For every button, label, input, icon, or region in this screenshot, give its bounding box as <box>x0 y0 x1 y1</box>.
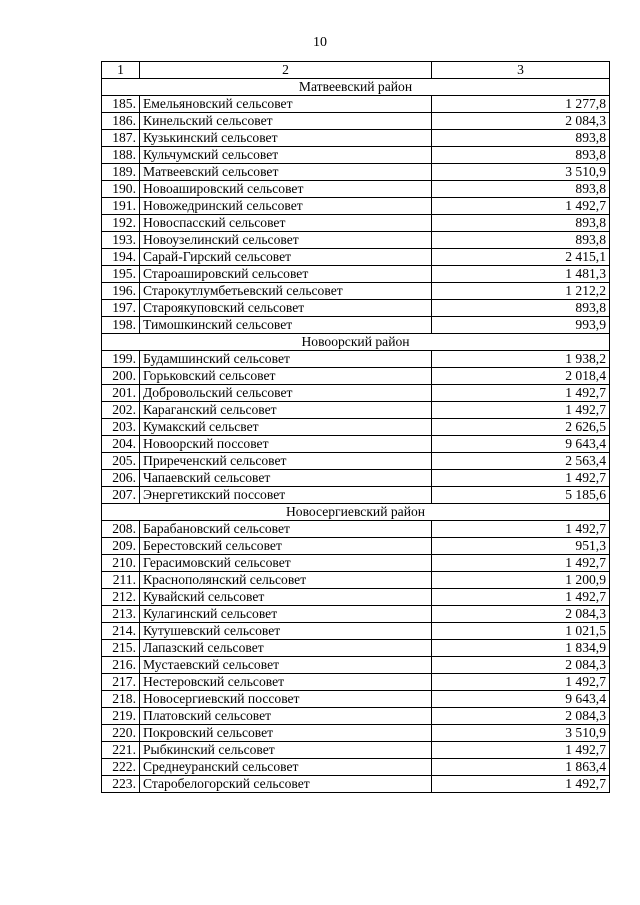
row-number: 213. <box>102 606 140 623</box>
municipality-name: Матвеевский сельсовет <box>140 164 432 181</box>
amount-value: 1 492,7 <box>432 198 610 215</box>
table-row <box>102 538 610 555</box>
amount-value: 1 863,4 <box>432 759 610 776</box>
municipality-name: Приреченский сельсовет <box>140 453 432 470</box>
row-number: 187. <box>102 130 140 147</box>
amount-value: 893,8 <box>432 181 610 198</box>
amount-value: 1 212,2 <box>432 283 610 300</box>
row-number: 188. <box>102 147 140 164</box>
table-row <box>102 368 610 385</box>
district-name: Новосергиевский район <box>102 504 610 521</box>
municipality-name: Барабановский сельсовет <box>140 521 432 538</box>
row-number: 217. <box>102 674 140 691</box>
row-number: 192. <box>102 215 140 232</box>
row-number: 209. <box>102 538 140 555</box>
amount-value: 1 200,9 <box>432 572 610 589</box>
municipality-name: Лапазский сельсовет <box>140 640 432 657</box>
amount-value: 1 938,2 <box>432 351 610 368</box>
municipality-name: Новожедринский сельсовет <box>140 198 432 215</box>
header-cell-2: 2 <box>140 62 432 79</box>
row-number: 198. <box>102 317 140 334</box>
row-number: 218. <box>102 691 140 708</box>
municipality-name: Тимошкинский сельсовет <box>140 317 432 334</box>
municipality-name: Кувайский сельсовет <box>140 589 432 606</box>
table-row <box>102 487 610 504</box>
table-row <box>102 198 610 215</box>
header-cell-3: 3 <box>432 62 610 79</box>
table-row <box>102 470 610 487</box>
amount-value: 1 492,7 <box>432 521 610 538</box>
table-row <box>102 589 610 606</box>
row-number: 191. <box>102 198 140 215</box>
municipality-name: Энергетикский поссовет <box>140 487 432 504</box>
table-row <box>102 130 610 147</box>
row-number: 200. <box>102 368 140 385</box>
row-number: 203. <box>102 419 140 436</box>
municipality-name: Герасимовский сельсовет <box>140 555 432 572</box>
municipality-name: Кузькинский сельсовет <box>140 130 432 147</box>
row-number: 222. <box>102 759 140 776</box>
table-row <box>102 232 610 249</box>
row-number: 215. <box>102 640 140 657</box>
municipality-name: Покровский сельсовет <box>140 725 432 742</box>
row-number: 185. <box>102 96 140 113</box>
row-number: 204. <box>102 436 140 453</box>
municipality-name: Староякуповский сельсовет <box>140 300 432 317</box>
amount-value: 893,8 <box>432 147 610 164</box>
table-row <box>102 351 610 368</box>
municipality-name: Кумакский сельсвет <box>140 419 432 436</box>
page-number: 10 <box>313 35 327 50</box>
row-number: 221. <box>102 742 140 759</box>
row-number: 197. <box>102 300 140 317</box>
amount-value: 1 492,7 <box>432 776 610 793</box>
amount-value: 9 643,4 <box>432 436 610 453</box>
municipality-name: Берестовский сельсовет <box>140 538 432 555</box>
municipality-name: Рыбкинский сельсовет <box>140 742 432 759</box>
table-row <box>102 453 610 470</box>
district-header-row <box>102 79 610 96</box>
amount-value: 3 510,9 <box>432 164 610 181</box>
municipality-name: Мустаевский сельсовет <box>140 657 432 674</box>
amount-value: 2 563,4 <box>432 453 610 470</box>
row-number: 219. <box>102 708 140 725</box>
municipality-name: Новосергиевский поссовет <box>140 691 432 708</box>
table-row <box>102 776 610 793</box>
municipality-name: Будамшинский сельсовет <box>140 351 432 368</box>
header-cell-1: 1 <box>102 62 140 79</box>
municipality-name: Горьковский сельсовет <box>140 368 432 385</box>
amount-value: 1 492,7 <box>432 470 610 487</box>
row-number: 210. <box>102 555 140 572</box>
amount-value: 1 481,3 <box>432 266 610 283</box>
table-row <box>102 419 610 436</box>
row-number: 205. <box>102 453 140 470</box>
amount-value: 2 018,4 <box>432 368 610 385</box>
table-row <box>102 742 610 759</box>
municipality-name: Платовский сельсовет <box>140 708 432 725</box>
district-name: Матвеевский район <box>102 79 610 96</box>
amount-value: 893,8 <box>432 300 610 317</box>
amount-value: 9 643,4 <box>432 691 610 708</box>
municipality-name: Кульчумский сельсовет <box>140 147 432 164</box>
row-number: 212. <box>102 589 140 606</box>
amount-value: 1 492,7 <box>432 742 610 759</box>
amount-value: 1 834,9 <box>432 640 610 657</box>
header-row <box>102 62 610 79</box>
municipality-name: Старобелогорский сельсовет <box>140 776 432 793</box>
row-number: 199. <box>102 351 140 368</box>
municipality-name: Новоорский поссовет <box>140 436 432 453</box>
table-body <box>102 62 610 793</box>
municipality-name: Сарай-Гирский сельсовет <box>140 249 432 266</box>
amount-value: 1 021,5 <box>432 623 610 640</box>
row-number: 216. <box>102 657 140 674</box>
municipality-name: Караганский сельсовет <box>140 402 432 419</box>
row-number: 211. <box>102 572 140 589</box>
table-row <box>102 759 610 776</box>
table-row <box>102 725 610 742</box>
table-row <box>102 249 610 266</box>
amount-value: 2 626,5 <box>432 419 610 436</box>
row-number: 220. <box>102 725 140 742</box>
table-row <box>102 436 610 453</box>
amount-value: 2 084,3 <box>432 113 610 130</box>
amount-value: 2 084,3 <box>432 708 610 725</box>
amount-value: 993,9 <box>432 317 610 334</box>
table-row <box>102 385 610 402</box>
table-row <box>102 317 610 334</box>
table-row <box>102 96 610 113</box>
row-number: 206. <box>102 470 140 487</box>
amount-value: 1 492,7 <box>432 385 610 402</box>
amount-value: 1 492,7 <box>432 589 610 606</box>
table-row <box>102 606 610 623</box>
district-name: Новоорский район <box>102 334 610 351</box>
amount-value: 2 084,3 <box>432 657 610 674</box>
row-number: 196. <box>102 283 140 300</box>
row-number: 201. <box>102 385 140 402</box>
amount-value: 1 492,7 <box>432 674 610 691</box>
row-number: 195. <box>102 266 140 283</box>
table-row <box>102 623 610 640</box>
row-number: 202. <box>102 402 140 419</box>
amount-value: 1 492,7 <box>432 402 610 419</box>
table-row <box>102 147 610 164</box>
amount-value: 2 415,1 <box>432 249 610 266</box>
table-row <box>102 572 610 589</box>
municipality-name: Новоспасский сельсовет <box>140 215 432 232</box>
row-number: 223. <box>102 776 140 793</box>
row-number: 214. <box>102 623 140 640</box>
amount-value: 893,8 <box>432 232 610 249</box>
table-row <box>102 300 610 317</box>
district-header-row <box>102 334 610 351</box>
municipality-name: Старокутлумбетьевский сельсовет <box>140 283 432 300</box>
table-row <box>102 708 610 725</box>
amount-value: 5 185,6 <box>432 487 610 504</box>
row-number: 207. <box>102 487 140 504</box>
table-row <box>102 402 610 419</box>
table-row <box>102 181 610 198</box>
row-number: 194. <box>102 249 140 266</box>
district-header-row <box>102 504 610 521</box>
municipality-name: Добровольский сельсовет <box>140 385 432 402</box>
municipality-name: Новоузелинский сельсовет <box>140 232 432 249</box>
allocation-table <box>101 61 610 793</box>
table-row <box>102 640 610 657</box>
table-row <box>102 215 610 232</box>
municipality-name: Чапаевский сельсовет <box>140 470 432 487</box>
table-row <box>102 164 610 181</box>
municipality-name: Емельяновский сельсовет <box>140 96 432 113</box>
amount-value: 893,8 <box>432 130 610 147</box>
municipality-name: Краснополянский сельсовет <box>140 572 432 589</box>
row-number: 190. <box>102 181 140 198</box>
municipality-name: Среднеуранский сельсовет <box>140 759 432 776</box>
municipality-name: Кулагинский сельсовет <box>140 606 432 623</box>
amount-value: 893,8 <box>432 215 610 232</box>
amount-value: 1 277,8 <box>432 96 610 113</box>
amount-value: 1 492,7 <box>432 555 610 572</box>
row-number: 208. <box>102 521 140 538</box>
municipality-name: Староашировский сельсовет <box>140 266 432 283</box>
municipality-name: Новоашировский сельсовет <box>140 181 432 198</box>
amount-value: 3 510,9 <box>432 725 610 742</box>
table-row <box>102 555 610 572</box>
row-number: 193. <box>102 232 140 249</box>
table-row <box>102 674 610 691</box>
table-row <box>102 521 610 538</box>
municipality-name: Кинельский сельсовет <box>140 113 432 130</box>
row-number: 186. <box>102 113 140 130</box>
table-row <box>102 283 610 300</box>
table-row <box>102 657 610 674</box>
amount-value: 2 084,3 <box>432 606 610 623</box>
table-row <box>102 266 610 283</box>
amount-value: 951,3 <box>432 538 610 555</box>
table-row <box>102 691 610 708</box>
table-row <box>102 113 610 130</box>
municipality-name: Кутушевский сельсовет <box>140 623 432 640</box>
row-number: 189. <box>102 164 140 181</box>
municipality-name: Нестеровский сельсовет <box>140 674 432 691</box>
